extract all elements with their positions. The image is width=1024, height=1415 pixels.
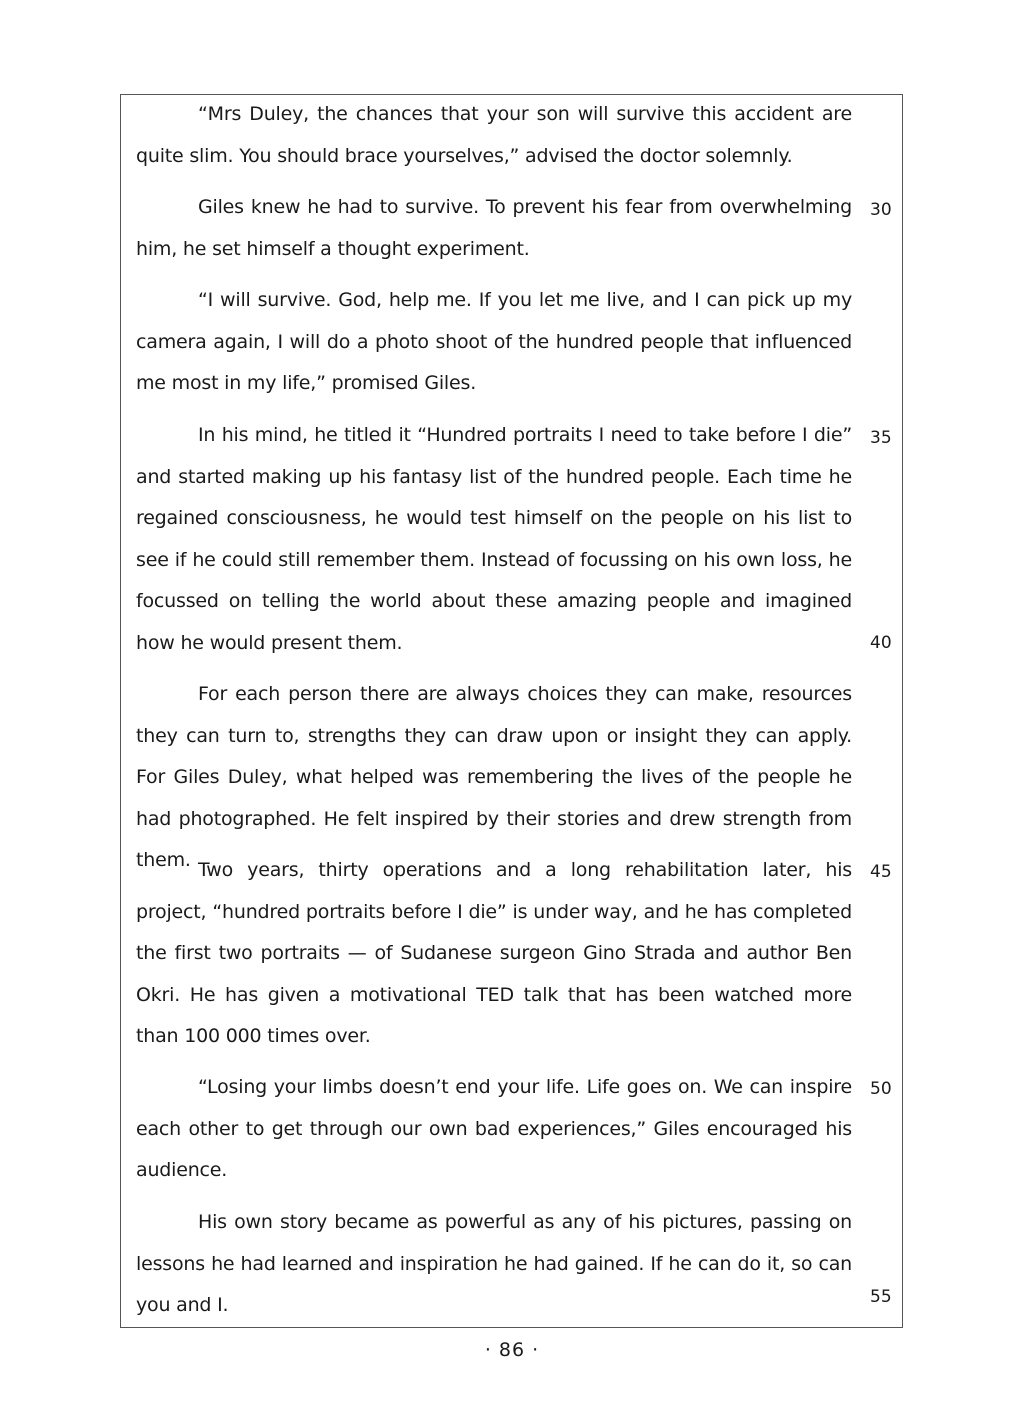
paragraph-6: Two years, thirty operations and a long rehabilitation later, his project, “hundred portraits before I die” is under way, and he has completed the first two portraits — of Sudanese surgeon Gino Strada and author Ben Okri. He has given a motivational TED talk that has been watched more than 100 000 times over.: [136, 859, 852, 1047]
paragraph-5: For each person there are always choices they can make, resources they can turn to, strengths they can draw upon or insight they can apply. For Giles Duley, what helped was remembering the lives of the people he had photographed. He felt inspired by their stories and drew strength from them.: [136, 683, 852, 871]
paragraph-8: His own story became as powerful as any of his pictures, passing on lessons he had learned and inspiration he had gained. If he can do it, so can you and I.: [136, 1211, 852, 1316]
paragraph-7: “Losing your limbs doesn’t end your life. Life goes on. We can inspire each other to get through our own bad experiences,” Giles encouraged his audience.: [136, 1076, 852, 1181]
line-number-35: 35: [870, 428, 892, 448]
line-number-55: 55: [870, 1287, 892, 1307]
paragraph-4: In his mind, he titled it “Hundred portraits I need to take before I die” and started making up his fantasy list of the hundred people. Each time he regained consciousness, he would test himself on the people on his list to see if he could still remember them. Instead of focussing on his own loss, he focussed on telling the world about these amazing people and imagined how he would present them.: [136, 424, 852, 654]
line-number-45: 45: [870, 862, 892, 882]
line-number-40: 40: [870, 633, 892, 653]
line-number-30: 30: [870, 200, 892, 220]
page-number: · 86 ·: [484, 1339, 540, 1361]
paragraph-2: Giles knew he had to survive. To prevent his fear from overwhelming him, he set himself a thought experiment.: [136, 196, 852, 260]
paragraph-3: “I will survive. God, help me. If you let me live, and I can pick up my camera again, I will do a photo shoot of the hundred people that influenced me most in my life,” promised Giles.: [136, 289, 852, 394]
line-number-50: 50: [870, 1079, 892, 1099]
paragraph-1: “Mrs Duley, the chances that your son will survive this accident are quite slim. You should brace yourselves,” advised the doctor solemnly.: [136, 103, 852, 167]
